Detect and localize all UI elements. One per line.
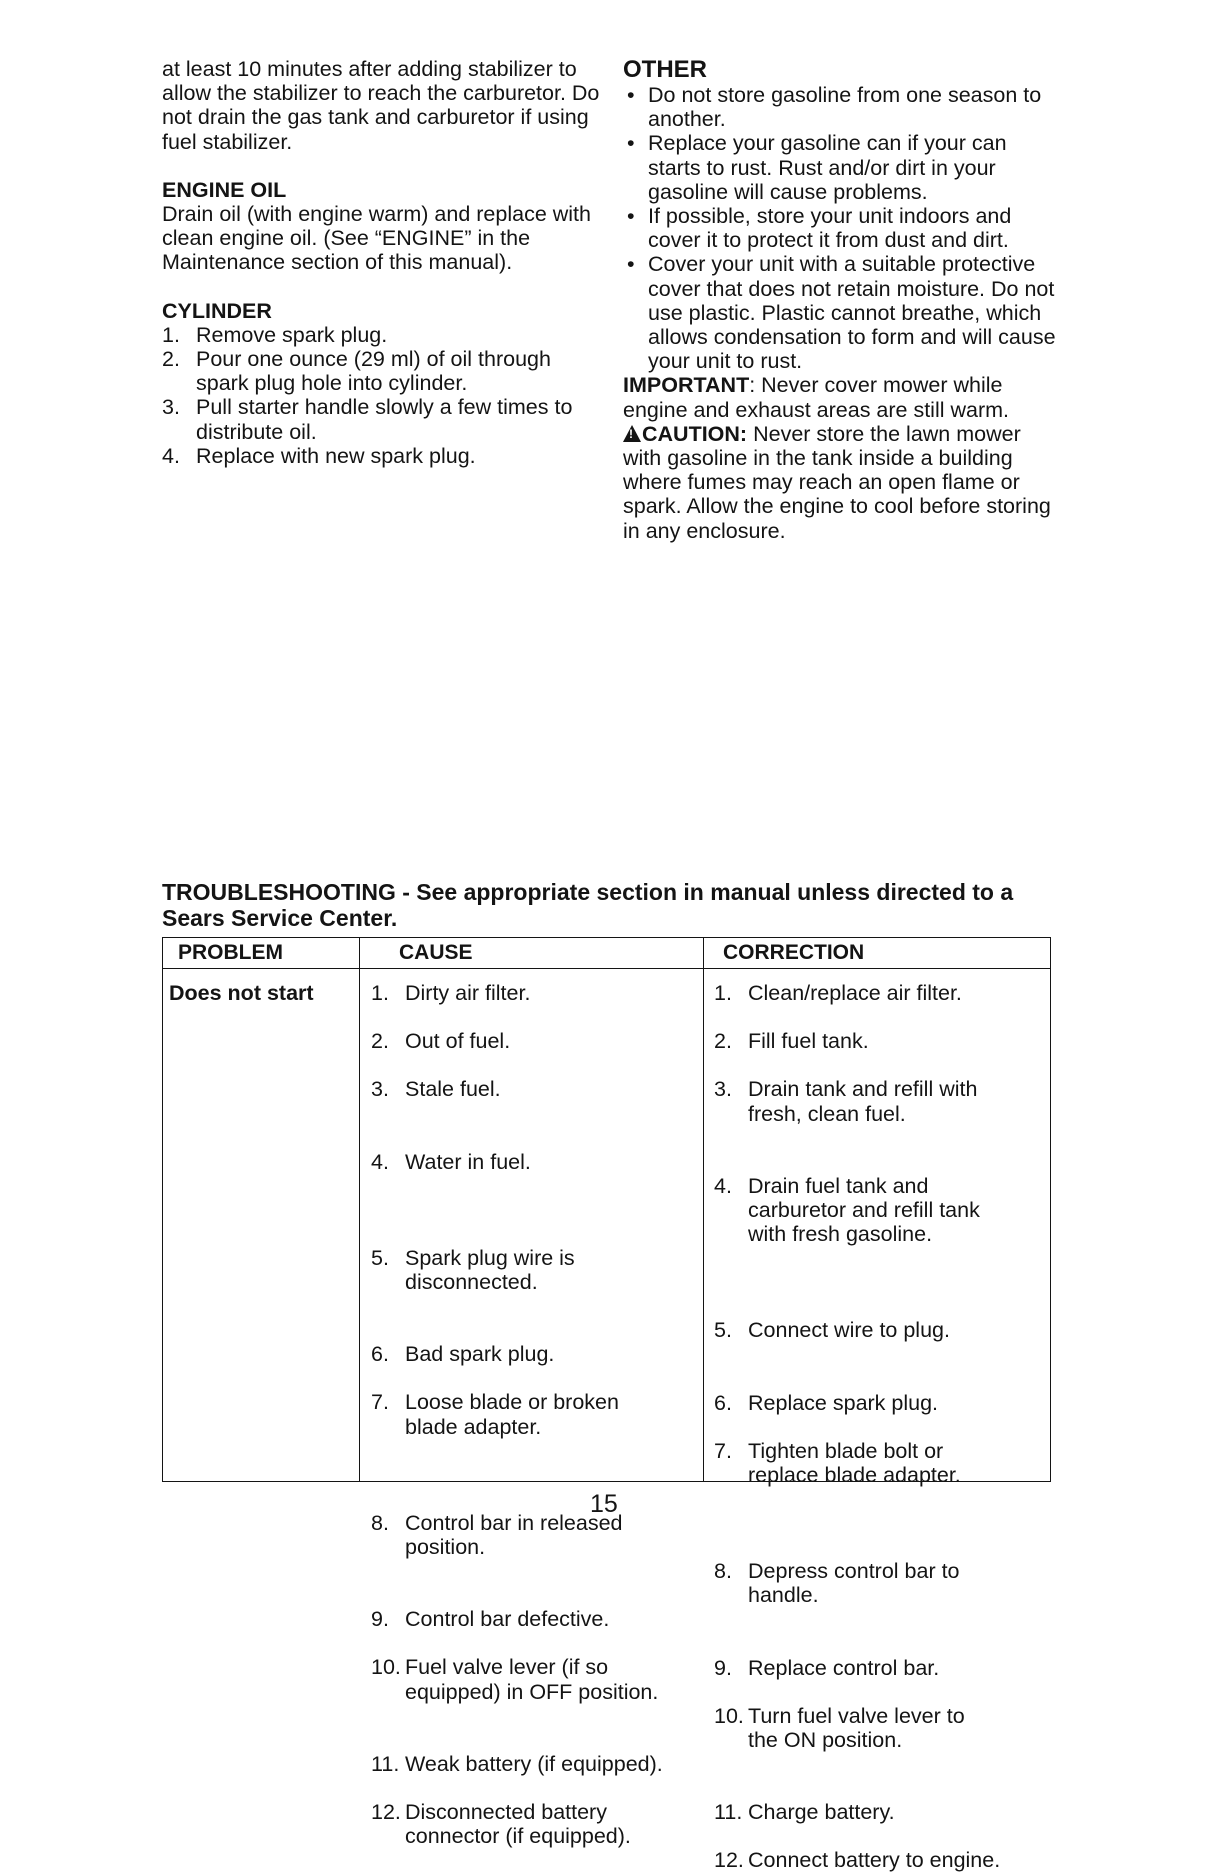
- list-item: 3. Drain tank and refill with fresh, clean fuel.: [714, 1077, 978, 1126]
- left-column: [162, 57, 602, 468]
- caution-label: CAUTION:: [642, 421, 748, 446]
- list-item: 2. Pour one ounce (29 ml) of oil through spark plug hole into cylinder.: [162, 347, 551, 396]
- list-item: 2. Fill fuel tank.: [714, 1029, 869, 1054]
- list-item: 6. Replace spark plug.: [714, 1390, 939, 1415]
- bullet-icon: •: [627, 252, 635, 277]
- list-item: 5. Spark plug wire is disconnected.: [371, 1245, 575, 1295]
- right-column: [623, 57, 1063, 543]
- table-header-row: [163, 938, 1050, 969]
- list-item: 7. Tighten blade bolt or replace blade adapter.: [714, 1438, 961, 1488]
- list-item: 1. Remove spark plug.: [162, 322, 388, 347]
- warning-icon: [623, 425, 641, 442]
- list-item: 8. Depress control bar to handle.: [714, 1559, 960, 1608]
- correction-list: [714, 981, 1044, 1873]
- page-number: 15: [590, 1490, 618, 1518]
- list-item: 12. Disconnected battery connector (if equipped).: [371, 1800, 631, 1849]
- storage-tips-list: [623, 83, 1063, 373]
- list-item: 10. Fuel valve lever (if so equipped) in OFF position.: [371, 1655, 659, 1704]
- list-item: 12. Connect battery to engine.: [714, 1848, 1001, 1873]
- header-problem: PROBLEM: [178, 941, 283, 964]
- list-item: 8. Control bar in released position.: [371, 1510, 623, 1560]
- list-item: 7. Loose blade or broken blade adapter.: [371, 1390, 619, 1439]
- bullet-icon: •: [627, 83, 635, 107]
- cylinder-heading: CYLINDER: [162, 298, 272, 323]
- bullet-icon: •: [627, 131, 635, 156]
- caution-note: !CAUTION: Never store the lawn mower with gasoline in the tank inside a building where fumes may reach an open flame or spark. Allow the engine to cool before storing in any enclosure.: [623, 422, 1063, 543]
- header-cause: CAUSE: [399, 941, 473, 964]
- list-item: • If possible, store your unit indoors and cover it to protect it from dust and dirt.: [627, 204, 1012, 253]
- list-item: • Cover your unit with a suitable protective cover that does not retain moisture. Do not use plastic. Plastic cannot breathe, which allows condensation to form and will cause your unit to rust.: [627, 252, 1056, 374]
- other-heading: OTHER: [623, 56, 707, 83]
- column-divider: [703, 938, 704, 1481]
- list-item: 3. Stale fuel.: [371, 1077, 501, 1102]
- list-item: 11. Charge battery.: [714, 1800, 895, 1825]
- list-item: 2. Out of fuel.: [371, 1029, 511, 1054]
- engine-oil-paragraph: Drain oil (with engine warm) and replace with clean engine oil. (See “ENGINE” in the Maintenance section of this manual).: [162, 202, 591, 275]
- list-item: 9. Replace control bar.: [714, 1655, 940, 1680]
- list-item: • Replace your gasoline can if your can starts to rust. Rust and/or dirt in your gasoline will cause problems.: [627, 131, 1007, 204]
- list-item: 11. Weak battery (if equipped).: [371, 1751, 663, 1776]
- header-correction: CORRECTION: [723, 941, 865, 964]
- list-item: • Do not store gasoline from one season to another.: [627, 83, 1042, 132]
- cylinder-steps: [162, 323, 602, 468]
- list-item: 4. Drain fuel tank and carburetor and refill tank with fresh gasoline.: [714, 1173, 980, 1247]
- list-item: 4. Water in fuel.: [371, 1149, 531, 1174]
- list-item: 9. Control bar defective.: [371, 1607, 610, 1632]
- list-item: 5. Connect wire to plug.: [714, 1318, 950, 1343]
- important-label: IMPORTANT: [623, 373, 750, 398]
- list-item: 1. Dirty air filter.: [371, 981, 531, 1005]
- engine-oil-heading: ENGINE OIL: [162, 177, 287, 202]
- column-divider: [359, 938, 360, 1481]
- troubleshooting-heading: TROUBLESHOOTING - See appropriate section in manual unless directed to a Sears Service Center.: [162, 879, 1014, 931]
- bullet-icon: •: [627, 204, 635, 229]
- list-item: 10. Turn fuel valve lever to the ON position.: [714, 1703, 965, 1753]
- list-item: 3. Pull starter handle slowly a few times to distribute oil.: [162, 395, 573, 444]
- problem-cell: Does not start: [169, 981, 314, 1005]
- important-note: IMPORTANT: Never cover mower while engine and exhaust areas are still warm.: [623, 373, 1010, 422]
- list-item: 6. Bad spark plug.: [371, 1342, 555, 1367]
- list-item: 1. Clean/replace air filter.: [714, 981, 962, 1005]
- stabilizer-paragraph: at least 10 minutes after adding stabilizer to allow the stabilizer to reach the carburetor. Do not drain the gas tank and carburetor if using fuel stabilizer.: [162, 57, 600, 154]
- list-item: 4. Replace with new spark plug.: [162, 443, 476, 468]
